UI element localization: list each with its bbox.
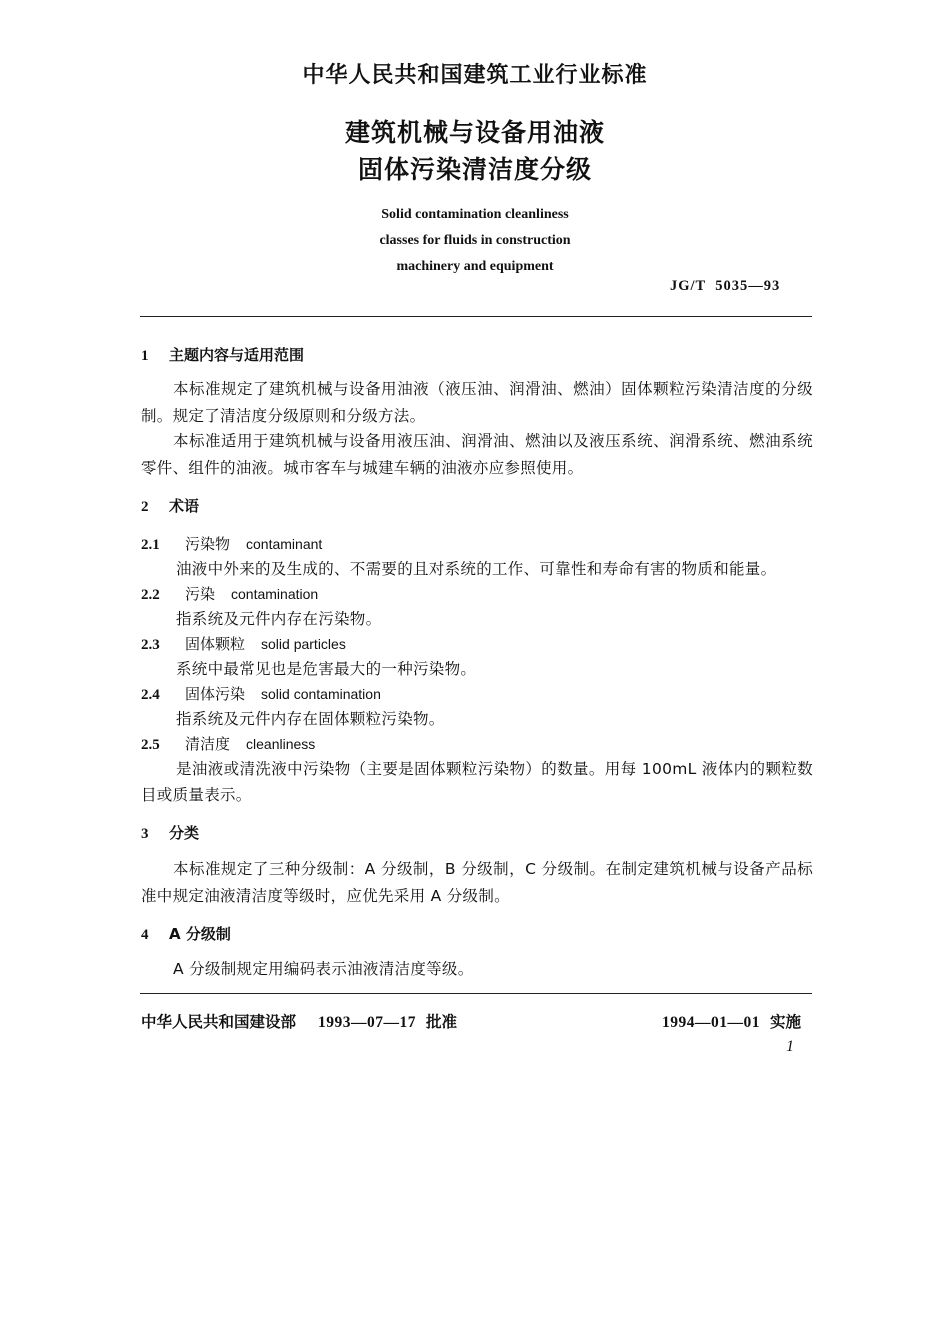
term-cn: 污染物	[185, 535, 231, 553]
section-1-heading	[141, 344, 304, 365]
term-cn: 固体污染	[185, 685, 246, 703]
term-heading	[141, 633, 346, 654]
issuer: 中华人民共和国建设部	[141, 1013, 297, 1031]
header-divider	[140, 316, 812, 317]
section-title: 分类	[169, 824, 200, 842]
term-cn: 清洁度	[185, 735, 231, 753]
term-en: cleanliness	[246, 736, 316, 752]
title-en-line2: classes for fluids in construction	[379, 233, 571, 248]
term-cn: 污染	[185, 585, 216, 603]
term-definition: 指系统及元件内存在污染物。	[176, 610, 382, 628]
section-4-heading	[141, 923, 231, 944]
standard-code: JG/T 5035—93	[670, 278, 781, 294]
document-title-en	[0, 202, 950, 280]
term-number: 2.2	[141, 587, 160, 603]
term-number: 2.5	[141, 737, 160, 753]
term-number: 2.3	[141, 637, 160, 653]
term-en: solid contamination	[261, 686, 381, 702]
section-number: 4	[141, 927, 149, 943]
section-title: 术语	[169, 497, 200, 515]
term-en: contaminant	[246, 536, 323, 552]
term-heading	[141, 733, 315, 754]
term-heading	[141, 583, 318, 604]
approve-label: 批准	[426, 1013, 458, 1031]
term-heading	[141, 683, 381, 704]
section-number: 3	[141, 826, 149, 842]
term-en: contamination	[231, 586, 319, 602]
page-number: 1	[786, 1038, 794, 1055]
title-en-line1: Solid contamination cleanliness	[381, 207, 569, 222]
standard-organization: 中华人民共和国建筑工业行业标准	[302, 63, 648, 88]
term-number: 2.1	[141, 537, 160, 553]
term-definition: 是油液或清洗液中污染物（主要是固体颗粒污染物）的数量。用每 100mL 液体内的颗粒数目或质量表示。	[141, 760, 813, 804]
effective-label: 实施	[770, 1013, 802, 1031]
section-4-paragraph-1: A 分级制规定用编码表示油液清洁度等级。	[173, 960, 474, 978]
footer-approval	[141, 1010, 457, 1032]
section-3-heading	[141, 822, 199, 843]
section-1-paragraph-2: 本标准适用于建筑机械与设备用液压油、润滑油、燃油以及液压系统、润滑系统、燃油系统零件、组件的油液。城市客车与城建车辆的油液亦应参照使用。	[141, 432, 813, 477]
section-number: 1	[141, 348, 149, 364]
section-3-paragraph-1: 本标准规定了三种分级制：A 分级制，B 分级制，C 分级制。在制定建筑机械与设备产品标准中规定油液清洁度等级时，应优先采用 A 分级制。	[141, 860, 813, 905]
section-title: 主题内容与适用范围	[169, 346, 305, 364]
term-en: solid particles	[261, 636, 346, 652]
title-en-line3: machinery and equipment	[396, 259, 554, 274]
term-cn: 固体颗粒	[185, 635, 246, 653]
term-definition: 指系统及元件内存在固体颗粒污染物。	[176, 710, 445, 728]
term-definition: 系统中最常见也是危害最大的一种污染物。	[176, 660, 477, 678]
title-cn-line2: 固体污染清洁度分级	[357, 155, 592, 184]
footer-effective	[662, 1010, 801, 1032]
term-heading	[141, 533, 322, 554]
approve-date: 1993—07—17	[318, 1014, 417, 1031]
title-cn-line1: 建筑机械与设备用油液	[344, 118, 605, 147]
section-1-paragraph-1: 本标准规定了建筑机械与设备用油液（液压油、润滑油、燃油）固体颗粒污染清洁度的分级制。规定了清洁度分级原则和分级方法。	[141, 380, 813, 425]
document-title-cn	[0, 114, 950, 188]
section-number: 2	[141, 499, 149, 515]
term-definition: 油液中外来的及生成的、不需要的且对系统的工作、可靠性和寿命有害的物质和能量。	[176, 560, 777, 578]
term-number: 2.4	[141, 687, 160, 703]
section-title: A 分级制	[169, 925, 231, 943]
effective-date: 1994—01—01	[662, 1014, 760, 1031]
footer-divider	[140, 993, 812, 994]
section-2-heading	[141, 495, 199, 516]
